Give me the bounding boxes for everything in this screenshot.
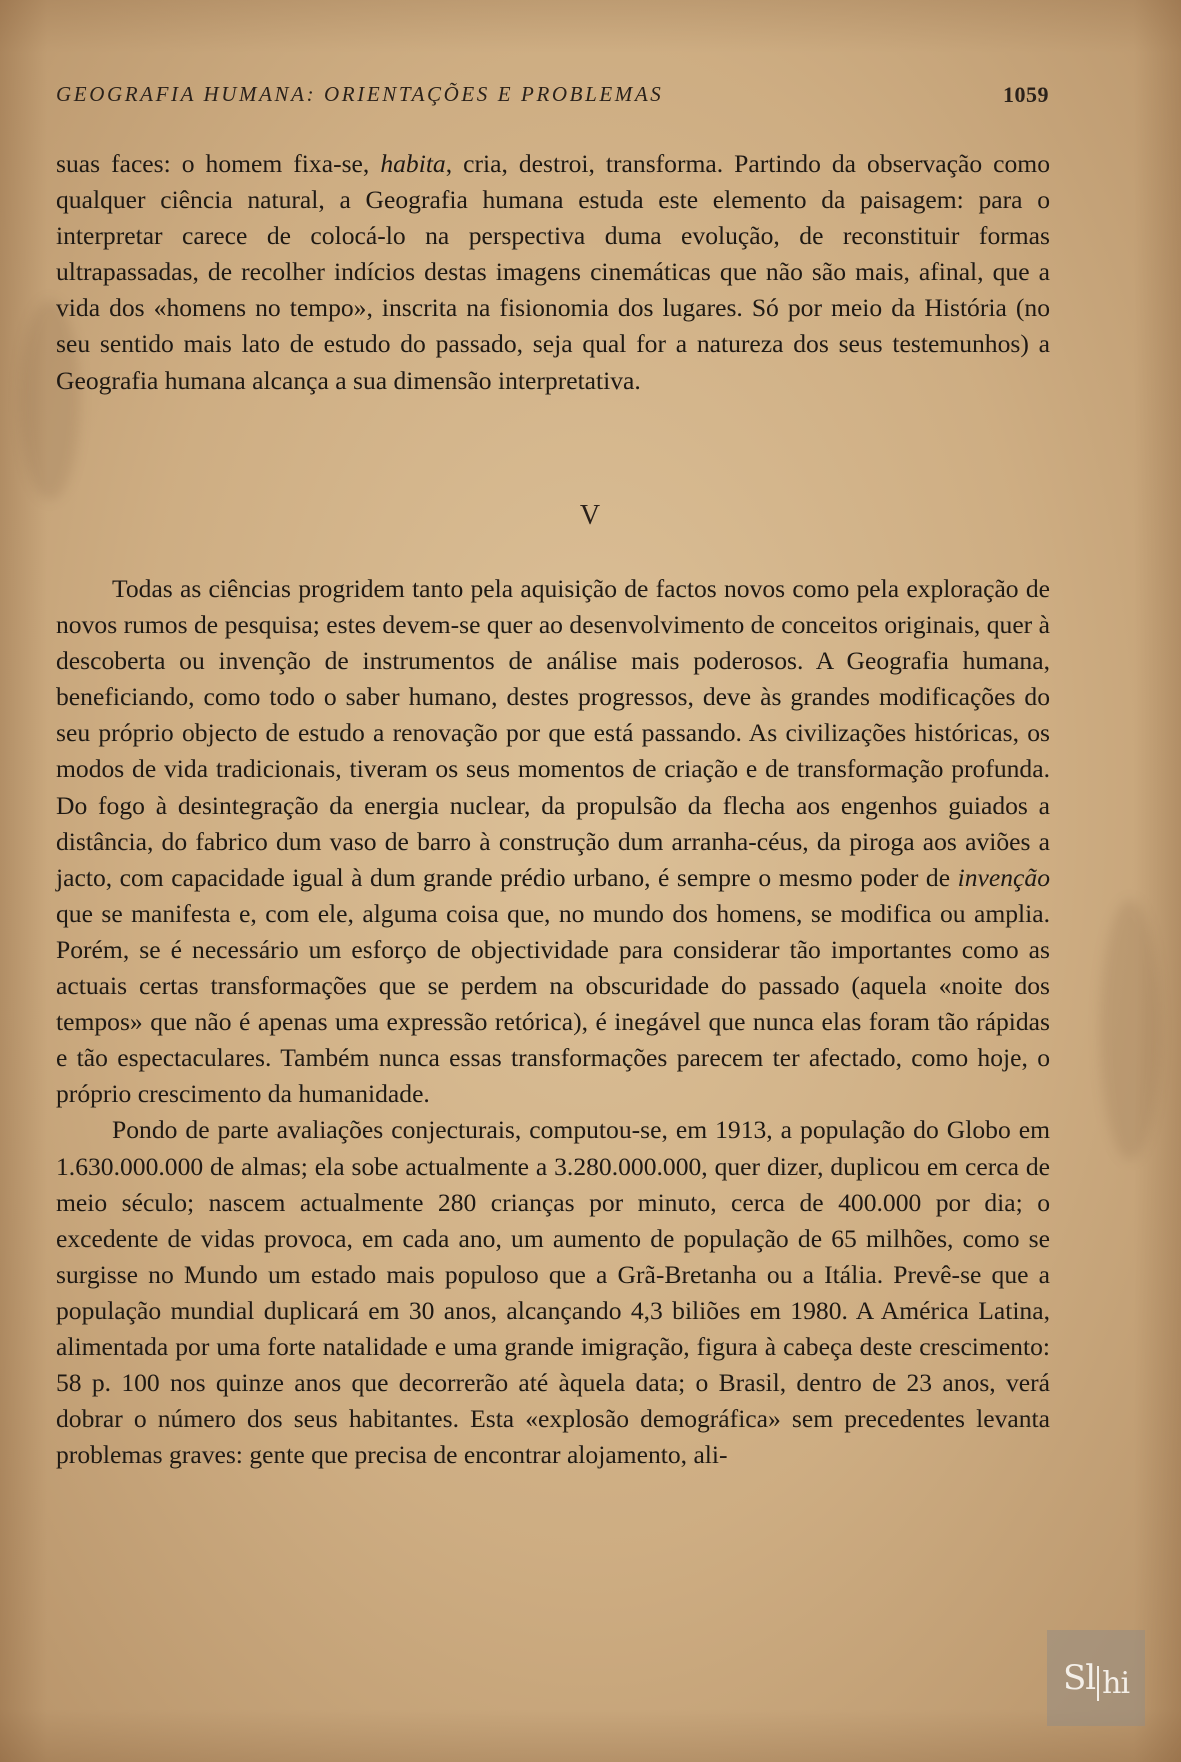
logo-text: Sl hi	[1062, 1658, 1130, 1701]
running-head-title: GEOGRAFIA HUMANA: ORIENTAÇÕES E PROBLEMAS	[56, 82, 664, 106]
text-run: Todas as ciências progridem tanto pela aquisição de factos novos como pela exploração de novos rumos de pesquisa; estes devem-se quer ao desenvolvimento de conceitos originais, quer à descoberta ou invenção de instrumentos de análise mais poderosos. A Geografia humana, beneficiando, como todo o saber humano, destes progressos, deve às grandes modificações do seu próprio objecto de estudo a renovação por que está passando. As civilizações históricas, os modos de vida tradicionais, tiveram os seus momentos de criação e de transformação profunda. Do fogo à desintegração da energia nuclear, da propulsão da flecha aos engenhos guiados a distância, do fabrico dum vaso de barro à construção dum arranha-céus, da piroga aos aviões a jacto, com capacidade igual à dum grande prédio urbano, é sempre o mesmo poder de	[56, 574, 1050, 892]
text-block-section-v	[56, 571, 1050, 1473]
running-head	[56, 82, 1049, 116]
text-run: Pondo de parte avaliações conjecturais, computou-se, em 1913, a população do Globo em 1.630.000.000 de almas; ela sobe actualmente a 3.280.000.000, quer dizer, duplicou em cerca de meio século; nascem actualmente 280 crianças por minuto, cerca de 400.000 por dia; o excedente de vidas provoca, em cada ano, um aumento de população de 65 milhões, como se surgisse no Mundo um estado mais populoso que a Grã-Bretanha ou a Itália. Prevê-se que a população mundial duplicará em 30 anos, alcançando 4,3 biliões em 1980. A América Latina, alimentada por uma forte natalidade e uma grande imigração, figura à cabeça deste crescimento: 58 p. 100 nos quinze anos que decorrerão até àquela data; o Brasil, dentro de 23 anos, verá dobrar o número dos seus habitantes. Esta «explosão demográfica» sem precedentes levanta problemas graves: gente que precisa de encontrar alojamento, ali-	[56, 1115, 1050, 1470]
page-stain	[1100, 900, 1160, 1160]
text-run: suas faces: o homem fixa-se,	[56, 149, 381, 178]
library-logo	[1047, 1630, 1145, 1726]
paragraph	[56, 1112, 1050, 1473]
text-run: que se manifesta e, com ele, alguma coisa que, no mundo dos homens, se modifica ou amplia. Porém, se é necessário um esforço de objectividade para considerar tão importantes como as actuais certas transformações que se perdem na obscuridade do passado (aquela «noite dos tempos» que não é apenas uma expressão retórica), é inegável que nunca elas foram tão rápidas e tão espectaculares. Também nunca essas transformações parecem ter afectado, como hoje, o próprio crescimento da humanidade.	[56, 898, 1050, 1109]
text-run-italic: invenção	[957, 862, 1050, 892]
text-run: , cria, destroi, transforma. Partindo da observação como qualquer ciência natural, a Geografia humana estuda este elemento da paisagem: para o interpretar carece de colocá-lo na perspectiva duma evolução, de reconstituir formas ultrapassadas, de recolher indícios destas imagens cinemáticas que não são mais, afinal, que a vida dos «homens no tempo», inscrita na fisionomia dos lugares. Só por meio da História (no seu sentido mais lato de estudo do passado, seja qual for a natureza dos seus testemunhos) a Geografia humana alcança a sua dimensão interpretativa.	[56, 149, 1050, 395]
page-number: 1059	[1003, 82, 1049, 107]
paragraph	[56, 571, 1050, 1112]
paragraph-continued	[56, 146, 1050, 399]
section-heading: V	[579, 500, 602, 531]
text-run-italic: habita	[380, 149, 446, 178]
text-block-top	[56, 146, 1050, 399]
